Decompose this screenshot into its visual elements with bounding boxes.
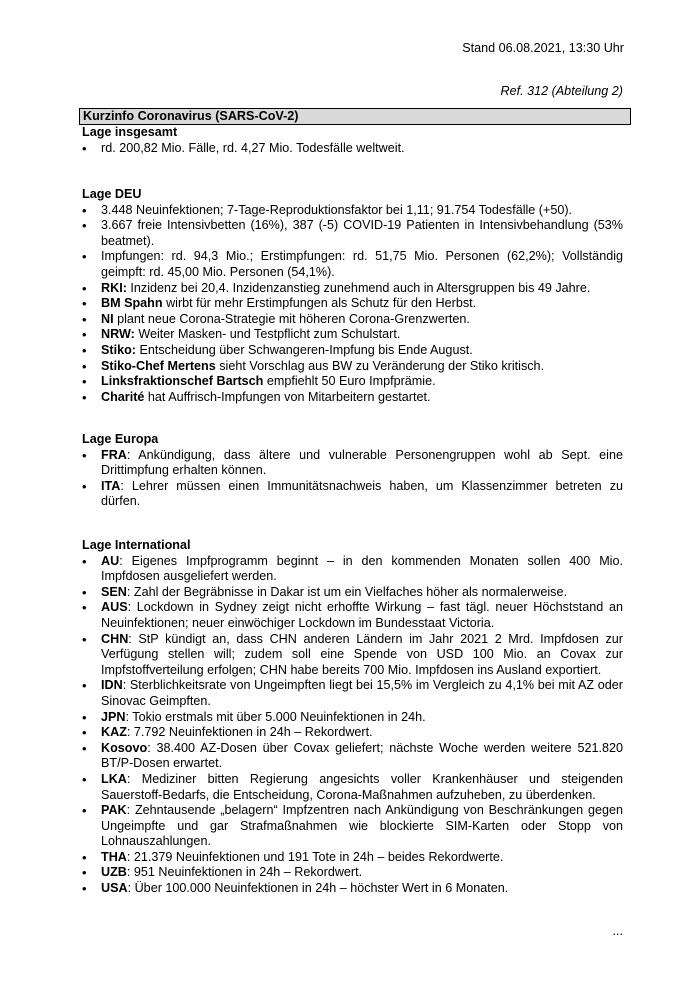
item-lead: Linksfraktionschef Bartsch: [101, 374, 264, 389]
item-lead: PAK: [101, 803, 127, 818]
continuation-mark: ...: [612, 924, 623, 938]
section-heading: Lage International: [82, 538, 191, 552]
item-lead: JPN: [101, 709, 126, 724]
section-heading: Lage DEU: [82, 187, 142, 201]
item-lead: UZB: [101, 865, 127, 880]
list-item: [82, 312, 623, 328]
bullet-list: [82, 203, 623, 406]
item-lead: USA: [101, 881, 128, 896]
list-item: [82, 359, 623, 375]
item-text: empfiehlt 50 Euro Impfprämie.: [263, 374, 436, 389]
item-text: : 7.792 Neuinfektionen in 24h – Rekordwert.: [126, 725, 373, 740]
item-text: : 21.379 Neuinfektionen und 191 Tote in 24h – beides Rekordwerte.: [126, 849, 504, 864]
item-text: rd. 200,82 Mio. Fälle, rd. 4,27 Mio. Todesfälle weltweit.: [101, 140, 405, 155]
bullet-list: [82, 554, 623, 897]
section-lage-international: [82, 538, 623, 897]
item-lead: ITA: [101, 478, 121, 493]
item-text: Impfungen: rd. 94,3 Mio.; Erstimpfungen: rd. 51,75 Mio. Personen (62,2%); Vollständig geimpft: rd. 45,00 Mio. Personen (54,1%).: [101, 249, 623, 279]
list-item: [82, 678, 623, 709]
item-text: : 951 Neuinfektionen in 24h – Rekordwert.: [126, 865, 363, 880]
item-text: Inzidenz bei 20,4. Inzidenzanstieg zunehmend auch in Altersgruppen bis 49 Jahre.: [126, 280, 591, 295]
item-lead: NI: [101, 311, 114, 326]
document-title: Kurzinfo Coronavirus (SARS-CoV-2): [79, 108, 631, 125]
item-lead: LKA: [101, 771, 127, 786]
item-lead: BM Spahn: [101, 296, 163, 311]
list-item: [82, 203, 623, 219]
list-item: [82, 600, 623, 631]
list-item: [82, 249, 623, 280]
list-item: [82, 327, 623, 343]
item-lead: SEN: [101, 584, 127, 599]
item-text: Weiter Masken- und Testpflicht zum Schulstart.: [134, 327, 401, 342]
item-lead: Kosovo: [101, 740, 148, 755]
document-date: Stand 06.08.2021, 13:30 Uhr: [462, 41, 624, 55]
list-item: [82, 479, 623, 510]
item-text: Entscheidung über Schwangeren-Impfung bis Ende August.: [135, 342, 473, 357]
list-item: [82, 390, 623, 406]
item-text: : StP kündigt an, dass CHN anderen Ländern im Jahr 2021 2 Mrd. Impfdosen zur Verfügung stellen will; zudem soll eine Spende von USD 100 Mio. an Covax zur Impfstoffverteilung erfolgen; CHN habe bereits 700 Mio. Impfdosen ins Ausland exportiert.: [101, 631, 623, 677]
item-text: : Mediziner bitten Regierung angesichts voller Krankenhäuser und steigenden Sauerstoff-Bedarfs, die Entscheidung, Corona-Maßnahmen aufzuheben, zu überdenken.: [101, 771, 623, 802]
list-item: [82, 741, 623, 772]
list-item: [82, 218, 623, 249]
item-text: : Zahl der Begräbnisse in Dakar ist um ein Vielfaches höher als normalerweise.: [126, 584, 567, 599]
item-text: 3.448 Neuinfektionen; 7-Tage-Reproduktionsfaktor bei 1,11; 91.754 Todesfälle (+50).: [101, 202, 573, 217]
item-lead: Charité: [101, 389, 145, 404]
section-heading: Lage insgesamt: [82, 125, 178, 139]
section-lage-insgesamt: [82, 125, 623, 156]
reference-note: Ref. 312 (Abteilung 2): [500, 84, 623, 98]
item-text: plant neue Corona-Strategie mit höheren Corona-Grenzwerten.: [113, 311, 470, 326]
item-text: sieht Vorschlag aus BW zu Veränderung der Stiko kritisch.: [215, 358, 545, 373]
item-text: : Zehntausende „belagern“ Impfzentren nach Ankündigung von Beschränkungen gegen Ungeimpfte und gar Strafmaßnahmen wie blockierte SIM-Karten oder Stopp von Lohnauszahlungen.: [101, 803, 623, 849]
item-lead: Stiko:: [101, 342, 136, 357]
list-item: [82, 632, 623, 679]
list-item: [82, 803, 623, 850]
list-item: [82, 296, 623, 312]
item-lead: AUS: [101, 600, 128, 615]
list-item: [82, 281, 623, 297]
item-text: : Lockdown in Sydney zeigt nicht erhoffte Wirkung – fast tägl. neuer Höchststand an Neuinfektionen; neuer einwöchiger Lockdown im Bundesstaat Victoria.: [101, 600, 623, 630]
item-lead: FRA: [101, 447, 127, 462]
section-heading: Lage Europa: [82, 432, 159, 446]
section-lage-deu: [82, 187, 623, 405]
list-item: [82, 343, 623, 359]
item-text: : 38.400 AZ-Dosen über Covax geliefert; nächste Woche werden weitere 521.820 BT/P-Dosen erwartet.: [101, 740, 623, 771]
item-lead: CHN: [101, 631, 129, 646]
bullet-list: [82, 448, 623, 510]
item-lead: THA: [101, 849, 127, 864]
item-text: : Sterblichkeitsrate von Ungeimpften liegt bei 15,5% im Vergleich zu 4,1% bei mit AZ oder Sinovac Geimpften.: [101, 678, 623, 708]
list-item: [82, 141, 623, 157]
item-lead: NRW:: [101, 327, 135, 342]
item-text: 3.667 freie Intensivbetten (16%), 387 (-5) COVID-19 Patienten in Intensivbehandlung (53% beatmet).: [101, 218, 623, 248]
bullet-list: [82, 141, 623, 157]
item-lead: Stiko-Chef Mertens: [101, 358, 216, 373]
list-item: [82, 710, 623, 726]
list-item: [82, 850, 623, 866]
item-lead: AU: [101, 553, 120, 568]
item-text: : Lehrer müssen einen Immunitätsnachweis haben, um Klassenzimmer betreten zu dürfen.: [101, 478, 623, 509]
item-text: : Tokio erstmals mit über 5.000 Neuinfektionen in 24h.: [125, 709, 426, 724]
list-item: [82, 772, 623, 803]
list-item: [82, 448, 623, 479]
list-item: [82, 881, 623, 897]
item-text: : Ankündigung, dass ältere und vulnerable Personengruppen wohl ab Sept. eine Drittimpfung erhalten können.: [101, 447, 623, 478]
item-lead: KAZ: [101, 725, 127, 740]
list-item: [82, 725, 623, 741]
section-lage-europa: [82, 432, 623, 510]
list-item: [82, 554, 623, 585]
item-text: hat Auffrisch-Impfungen von Mitarbeitern gestartet.: [144, 389, 431, 404]
list-item: [82, 865, 623, 881]
list-item: [82, 585, 623, 601]
item-text: : Über 100.000 Neuinfektionen in 24h – höchster Wert in 6 Monaten.: [127, 881, 509, 896]
item-text: : Eigenes Impfprogramm beginnt – in den kommenden Monaten sollen 400 Mio. Impfdosen ausgeliefert werden.: [101, 553, 623, 584]
item-lead: IDN: [101, 678, 123, 693]
list-item: [82, 374, 623, 390]
item-text: wirbt für mehr Erstimpfungen als Schutz für den Herbst.: [162, 296, 477, 311]
item-lead: RKI:: [101, 280, 127, 295]
